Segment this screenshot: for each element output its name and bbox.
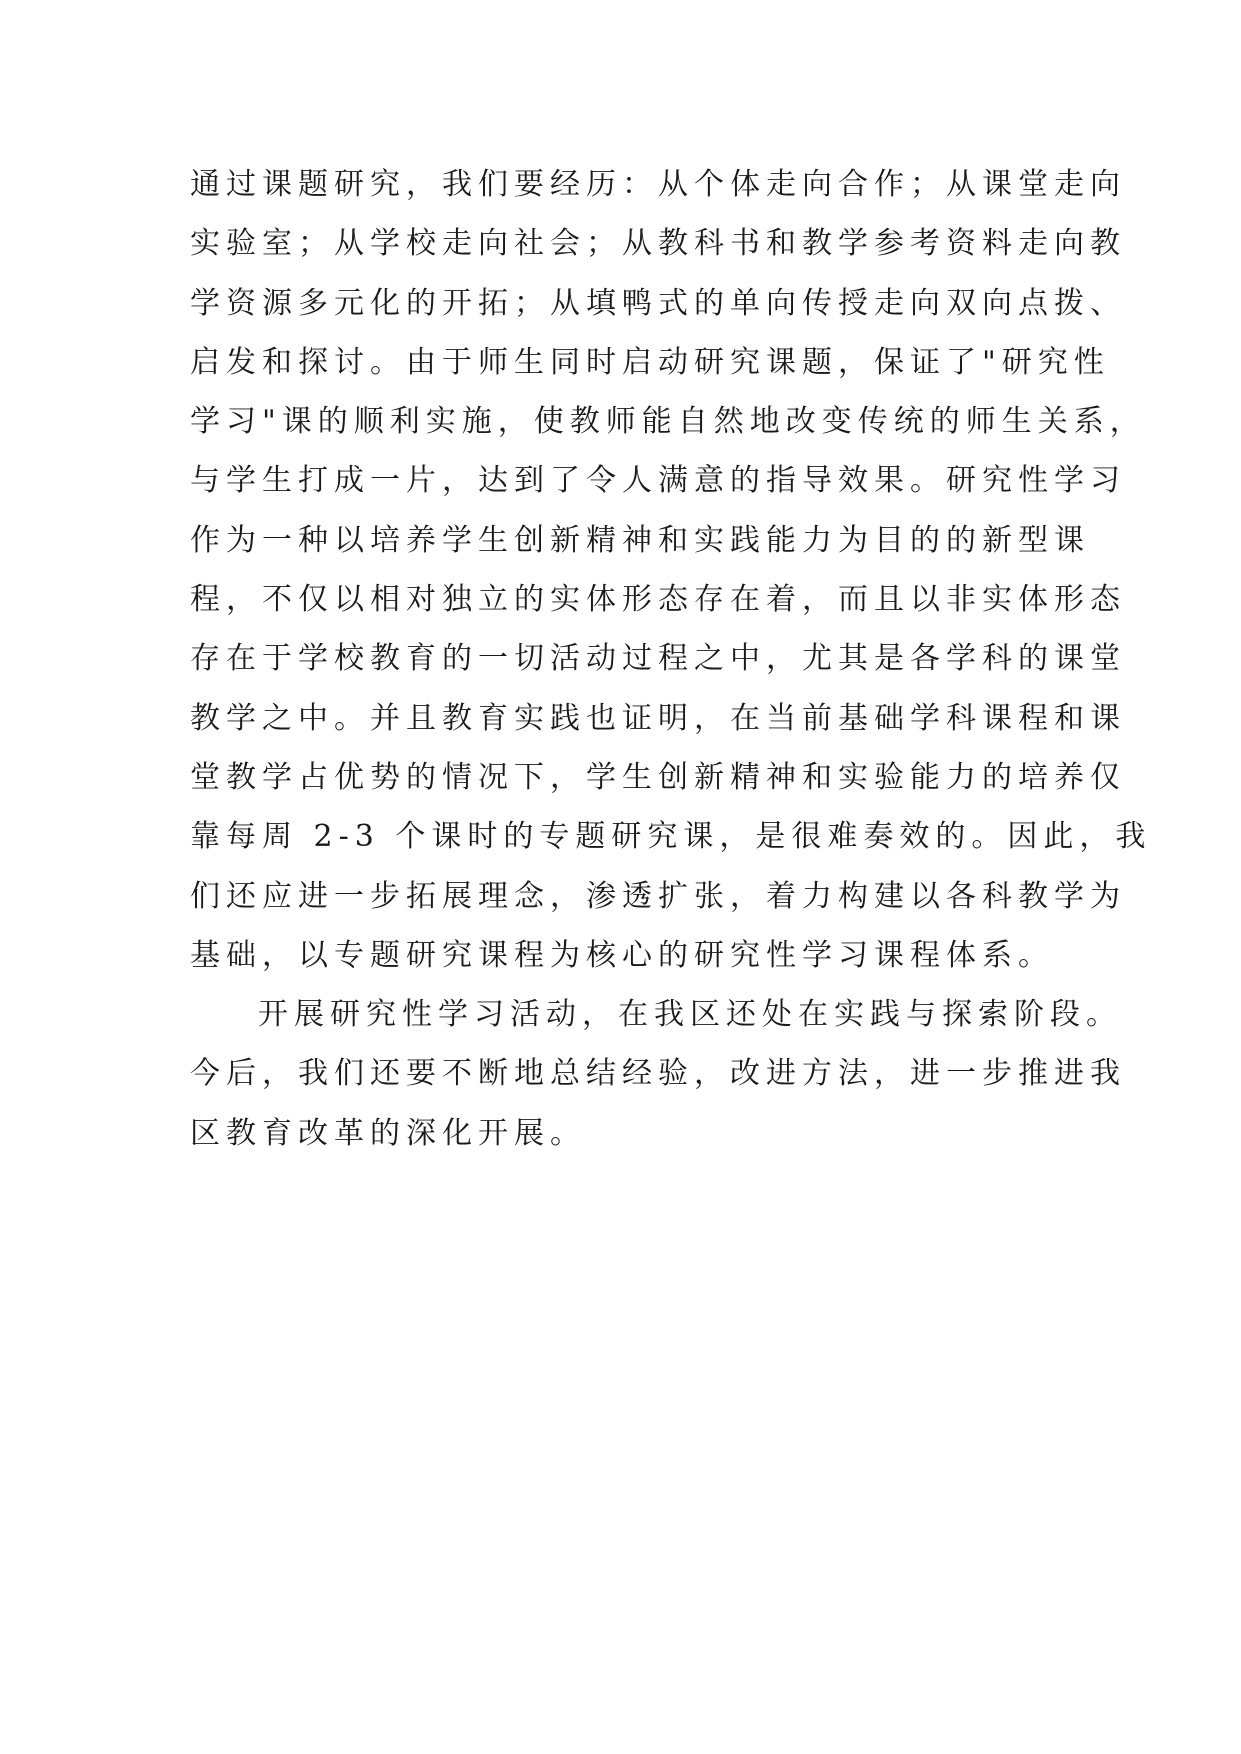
text-line: 学习"课的顺利实施，使教师能自然地改变传统的师生关系， <box>190 404 1146 440</box>
body-text <box>190 155 1152 1163</box>
text-line: 教学之中。并且教育实践也证明，在当前基础学科课程和课 <box>190 700 1126 736</box>
text-line: 启发和探讨。由于师生同时启动研究课题，保证了"研究性 <box>190 344 1110 380</box>
text-line: 学资源多元化的开拓；从填鸭式的单向传授走向双向点拨、 <box>190 285 1126 321</box>
text-line: 堂教学占优势的情况下，学生创新精神和实验能力的培养仅 <box>190 759 1126 795</box>
text-line: 与学生打成一片，达到了令人满意的指导效果。研究性学习 <box>190 463 1126 499</box>
text-line: 程，不仅以相对独立的实体形态存在着，而且以非实体形态 <box>190 582 1126 618</box>
text-line: 实验室；从学校走向社会；从教科书和教学参考资料走向教 <box>190 226 1126 262</box>
text-line: 基础，以专题研究课程为核心的研究性学习课程体系。 <box>190 937 1054 973</box>
text-line: 存在于学校教育的一切活动过程之中，尤其是各学科的课堂 <box>190 641 1126 677</box>
text-line: 们还应进一步拓展理念，渗透扩张，着力构建以各科教学为 <box>190 878 1126 914</box>
text-line: 今后，我们还要不断地总结经验，改进方法，进一步推进我 <box>190 1056 1126 1092</box>
paragraph-start-line: 开展研究性学习活动，在我区还处在实践与探索阶段。 <box>258 997 1122 1033</box>
text-line: 区教育改革的深化开展。 <box>190 1115 586 1151</box>
text-line: 靠每周 2-3 个课时的专题研究课，是很难奏效的。因此，我 <box>190 819 1152 855</box>
text-line: 通过课题研究，我们要经历：从个体走向合作；从课堂走向 <box>190 167 1126 202</box>
text-line: 作为一种以培养学生创新精神和实践能力为目的的新型课 <box>190 522 1090 558</box>
